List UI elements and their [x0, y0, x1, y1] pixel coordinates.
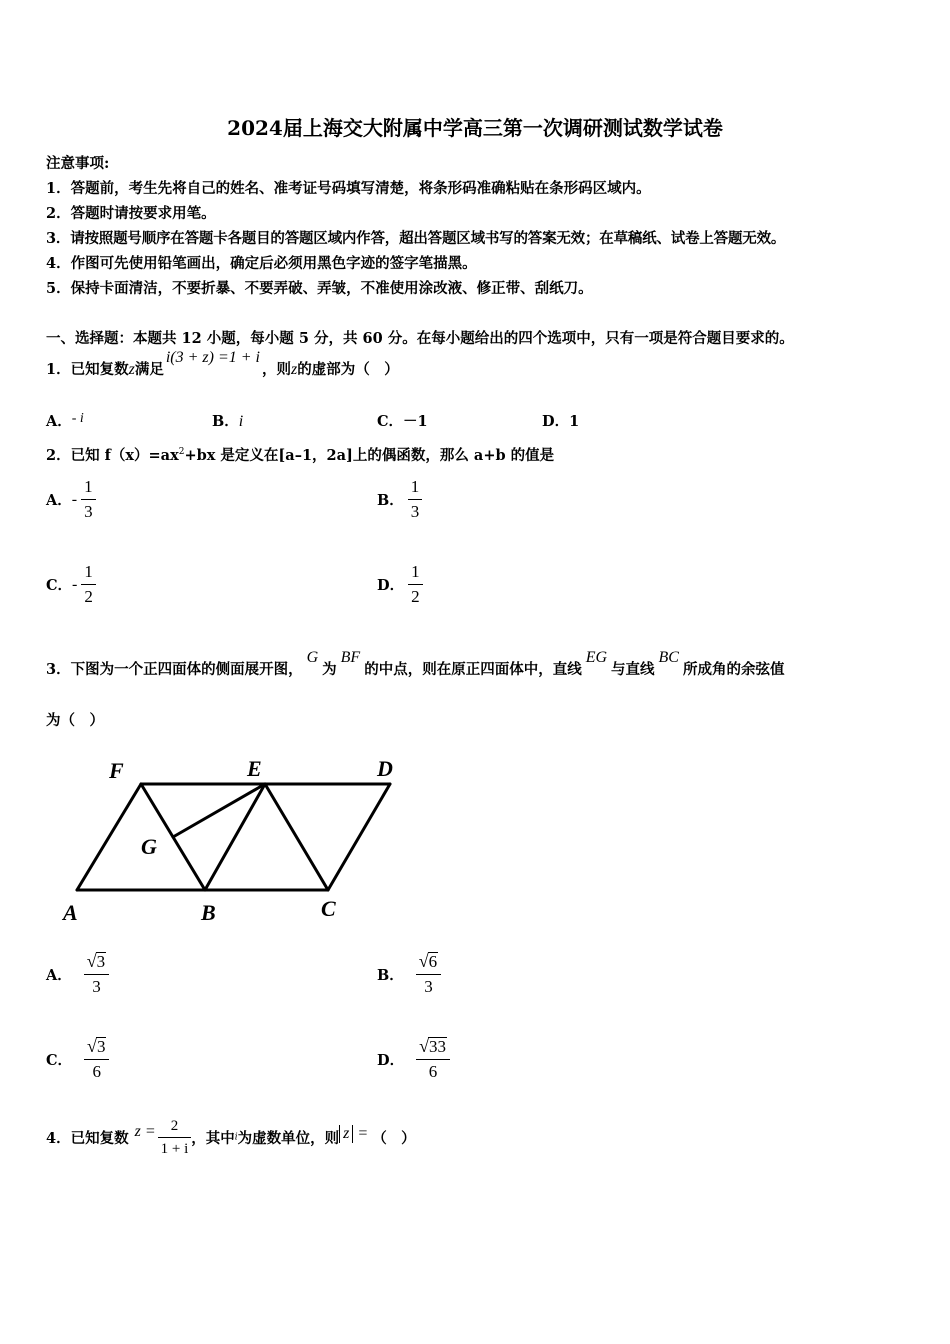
page-title: 2024届上海交大附属中学高三第一次调研测试数学试卷	[227, 116, 723, 140]
line-af	[77, 784, 141, 890]
question-4: 4．已知复数 z = $\frac{2}{1 + i}$ ，其中i为虚数单位，则 z = （ ）	[46, 1118, 416, 1157]
q1-suffix-a: ，则	[262, 361, 291, 378]
notice-item: 4．作图可先使用铅笔画出，确定后必须用黑色字迹的签字笔描黑。	[46, 255, 477, 272]
q1-option-a: A．- i	[46, 411, 84, 430]
label-d: D	[377, 756, 393, 781]
q1-prefix: 1．已知复数	[46, 361, 129, 378]
label-a: A	[63, 900, 78, 925]
q3-option-b: B． $\frac{√6}{3}$	[377, 952, 441, 996]
label-f: F	[109, 758, 124, 783]
tetrahedron-net-figure	[55, 750, 415, 930]
q3-option-d: D． $\frac{√33}{6}$	[377, 1037, 450, 1081]
question-3: 3．下图为一个正四面体的侧面展开图，G为BF的中点，则在原正四面体中，直线EG与直线BC所成角的余弦值	[46, 649, 785, 678]
q2-option-a: A．- $\frac{1}{3}$	[46, 478, 96, 521]
notice-item: 2．答题时请按要求用笔。	[46, 205, 216, 222]
label-e: E	[247, 756, 262, 781]
notice-item: 3．请按照题号顺序在答题卡各题目的答题区域内作答，超出答题区域书写的答案无效；在草稿纸、试卷上答题无效。	[46, 230, 786, 247]
notice-item: 1．答题前，考生先将自己的姓名、准考证号码填写清楚，将条形码准确粘贴在条形码区域内。	[46, 180, 651, 197]
q3-option-a: A． $\frac{√3}{3}$	[46, 952, 109, 996]
question-3-line2: 为（ ）	[46, 712, 104, 729]
q3-option-c: C． $\frac{√3}{6}$	[46, 1037, 109, 1081]
question-2: 2．已知 $f(x)=ax^2+bx$ 是定义在[a–1，2a]上的偶函数，那么 a+b 的值是	[46, 447, 555, 464]
line-cd	[328, 784, 390, 890]
q1-mid: 满足	[134, 361, 164, 378]
label-c: C	[321, 896, 336, 921]
q2-option-b: B． $\frac{1}{3}$	[377, 478, 422, 521]
notice-item: 5．保持卡面清洁，不要折暴、不要弄破、弄皱，不准使用涂改液、修正带、刮纸刀。	[46, 280, 593, 297]
q1-suffix-b: 的虚部为（ ）	[297, 361, 399, 378]
section-heading: 一、选择题：本题共 12 小题，每小题 5 分，共 60 分。在每小题给出的四个选项中，只有一项是符合题目要求的。	[46, 330, 794, 347]
q1-option-b: B．i	[212, 413, 244, 430]
q2-option-d: D． $\frac{1}{2}$	[377, 563, 423, 606]
q1-option-c: C．－1	[377, 413, 428, 430]
line-ec	[265, 784, 328, 890]
q1-suffix-var: z	[291, 361, 298, 378]
question-1	[46, 349, 399, 379]
q1-option-d: D．1	[542, 413, 580, 430]
q2-option-c: C．- $\frac{1}{2}$	[46, 563, 96, 606]
q1-equation: i(3 + z) =1 + i	[165, 349, 260, 366]
notice-heading: 注意事项:	[46, 155, 110, 172]
label-g: G	[141, 834, 157, 859]
label-b: B	[201, 900, 216, 925]
q1-var: z	[128, 361, 135, 378]
